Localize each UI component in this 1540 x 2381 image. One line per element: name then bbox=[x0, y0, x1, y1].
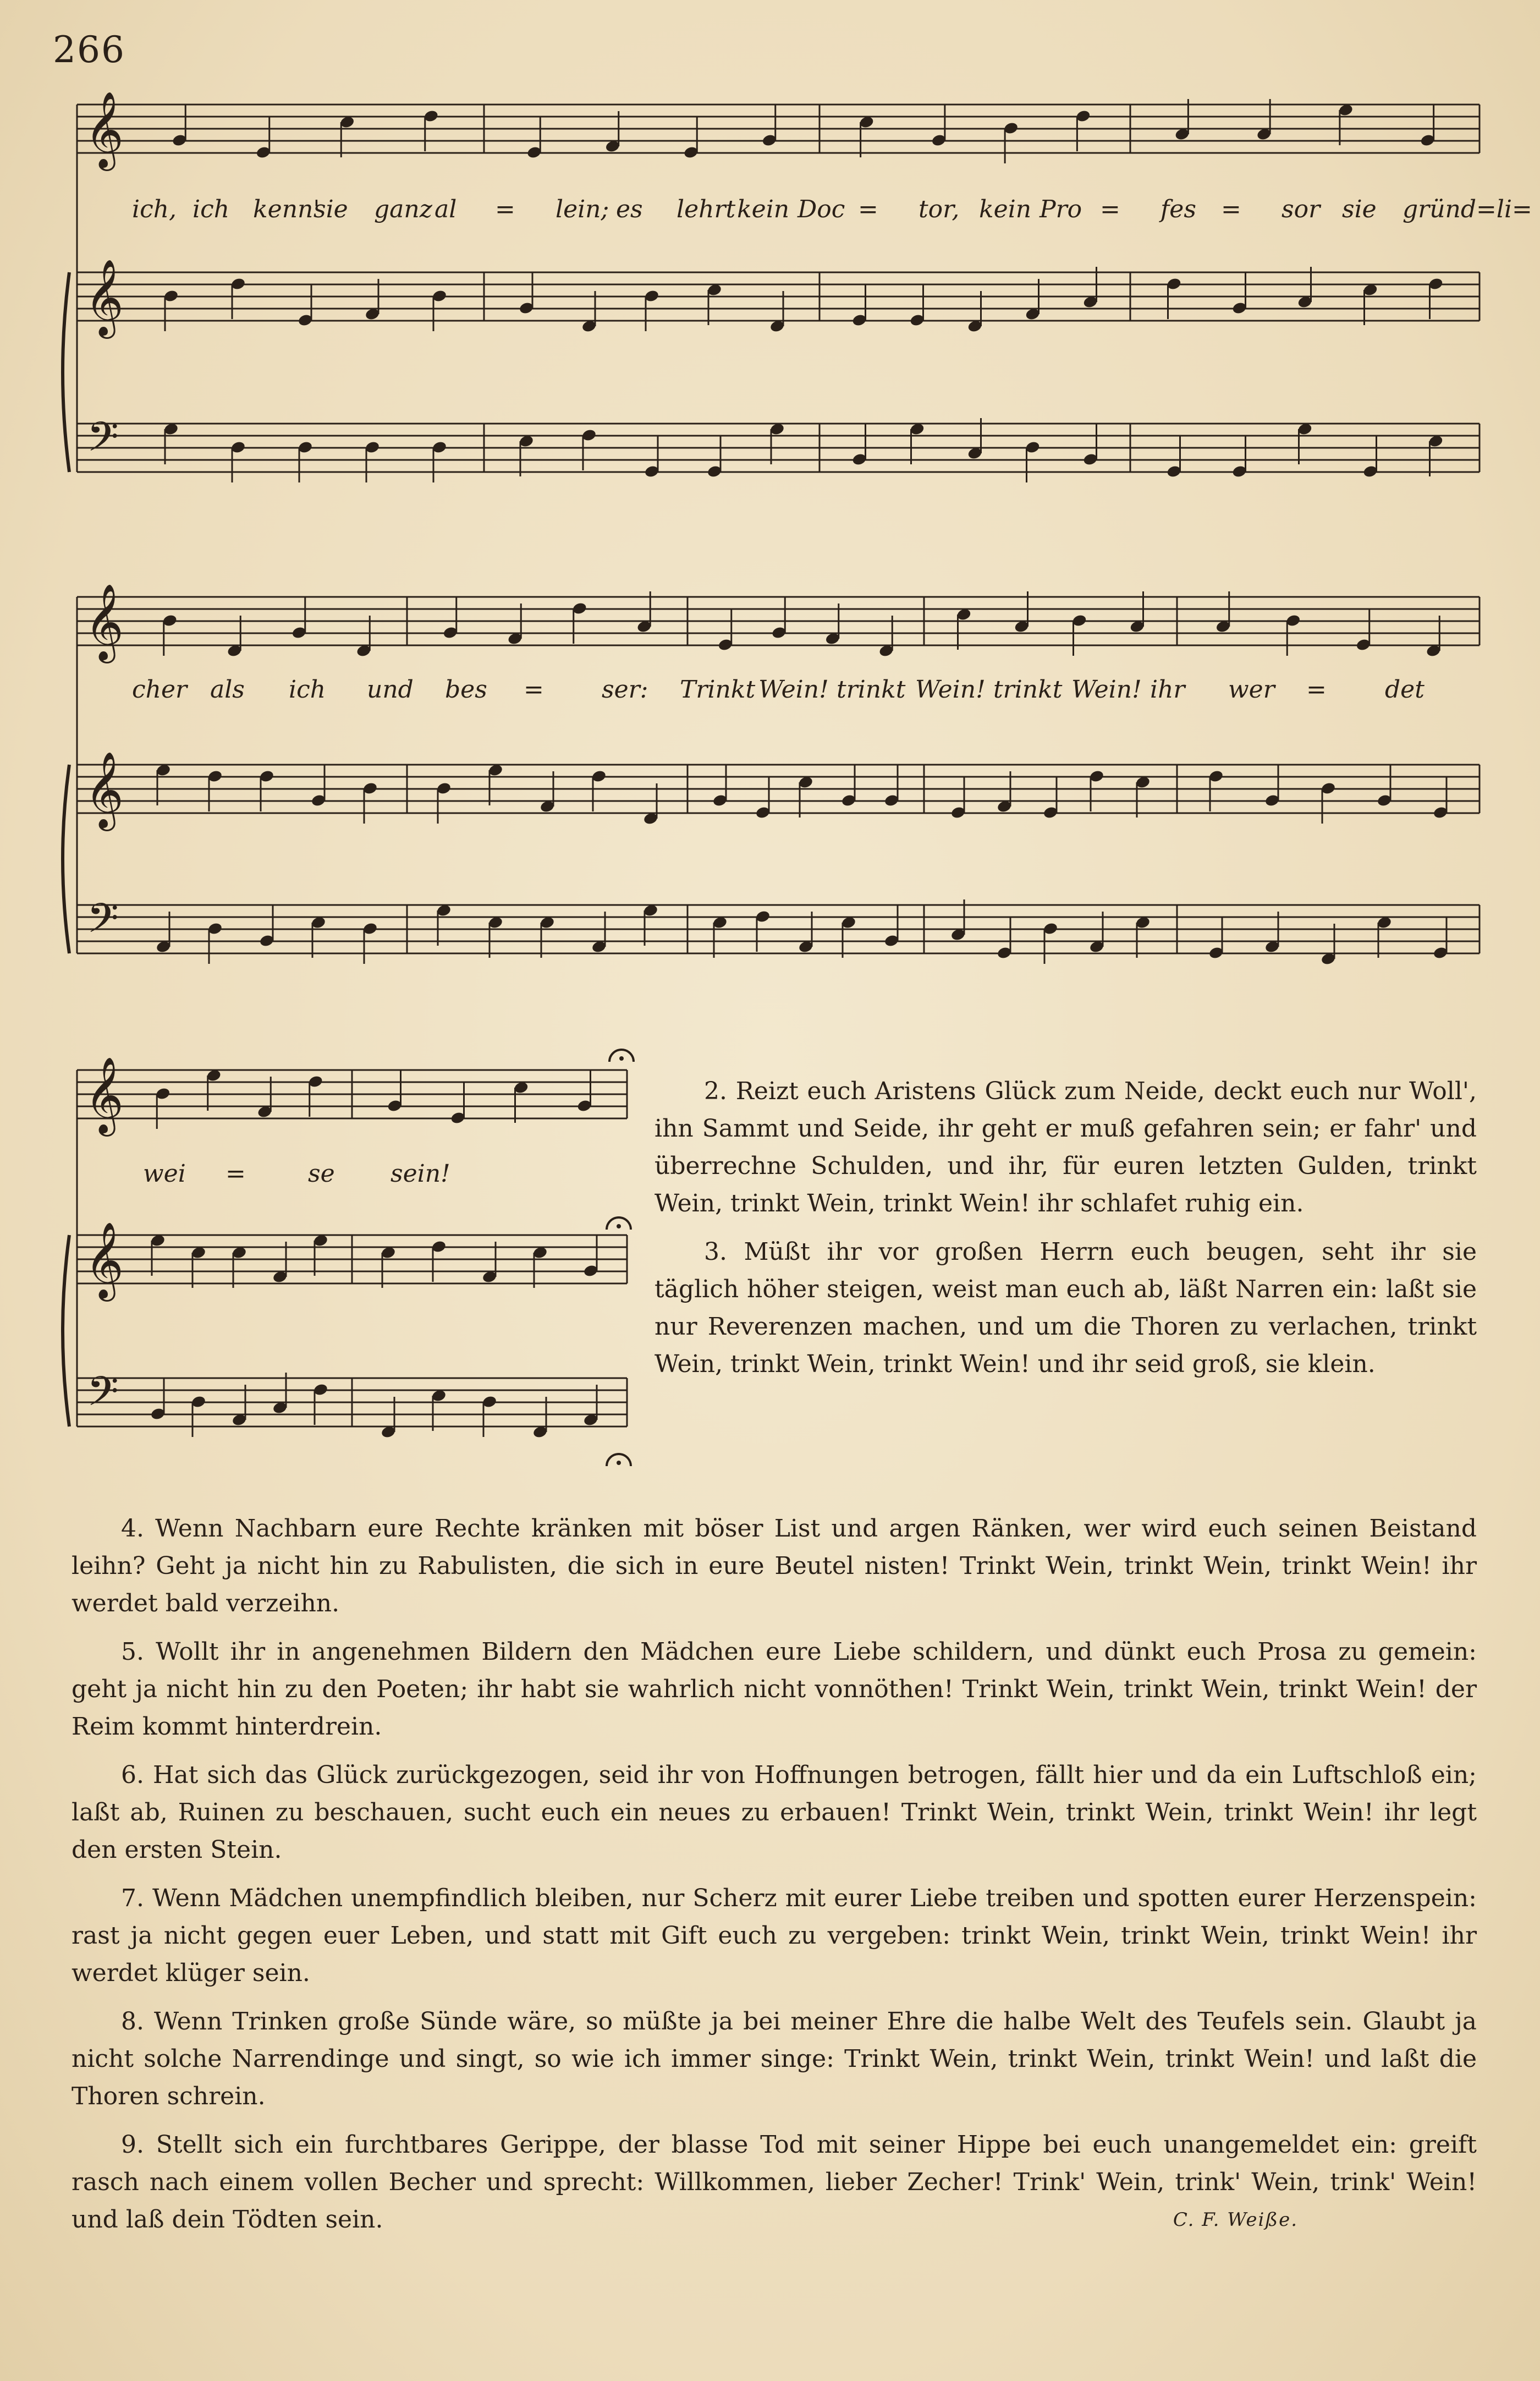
treble-clef-icon: 𝄞 bbox=[85, 751, 124, 828]
lyric-syllable: bes bbox=[445, 676, 487, 704]
lyric-syllable: kein bbox=[979, 195, 1032, 223]
lyric-syllable: ich, bbox=[132, 195, 177, 223]
lyric-syllable: ich bbox=[193, 195, 230, 223]
lyric-syllable: lein; bbox=[556, 195, 609, 223]
lyric-syllable: tor, bbox=[919, 195, 960, 223]
verse-2: 2. Reizt euch Aristens Glück zum Neide, deckt euch nur Woll', ihn Sammt und Seide, ihr geht er muß gefahren sein; er fahr' und überrechne Schulden, und ihr, für euren letzten Gulden, trinkt Wein, trinkt Wein, trinkt Wein! ihr schlafet ruhig ein. bbox=[654, 1077, 1477, 1217]
lyric-syllable: trinkt bbox=[993, 676, 1063, 704]
treble-clef-icon: 𝄞 bbox=[85, 259, 124, 336]
lyric-syllable: Trinkt bbox=[680, 676, 756, 704]
lyric-syllable: lehrt bbox=[676, 195, 736, 223]
treble-clef-icon: 𝄞 bbox=[85, 1222, 124, 1298]
piano-brace bbox=[63, 272, 69, 472]
verse-3: 3. Müßt ihr vor großen Herrn euch beugen, seht ihr sie täglich höher steigen, weist man euch ab, läßt Narren ein: laßt sie nur Reverenzen machen, und um die Thoren zu verlachen, trinkt Wein, trinkt Wein, trinkt Wein! und ihr seid groß, sie klein. bbox=[654, 1238, 1477, 1378]
treble-clef-icon: 𝄞 bbox=[85, 91, 124, 168]
lyric-syllable: cher bbox=[132, 676, 188, 704]
lyric-syllable: sie bbox=[1342, 195, 1377, 223]
lyric-syllable: kein bbox=[737, 195, 790, 223]
verse-5: 5. Wollt ihr in angenehmen Bildern den Mädchen eure Liebe schildern, und dünkt euch Prosa zu gemein: geht ja nicht hin zu den Poeten; ihr habt sie wahrlich nicht vonnöthen! Trinkt Wein, trinkt Wein, trinkt Wein! der Reim kommt hinterdrein. bbox=[72, 1638, 1477, 1741]
lyric-syllable: ser: bbox=[602, 676, 648, 704]
verse-9: 9. Stellt sich ein furchtbares Gerippe, der blasse Tod mit seiner Hippe bei euch unangemeldet ein: greift rasch nach einem vollen Becher und sprecht: Willkommen, lieber Zecher! Trink' Wein, trink' Wein, trink' Wein! und laß dein Tödten sein. bbox=[72, 2131, 1477, 2234]
author-signature: C. F. Weiße. bbox=[1173, 2209, 1298, 2231]
lyric-syllable: = bbox=[226, 1160, 246, 1188]
lyric-syllable: und bbox=[367, 676, 414, 704]
piano-brace bbox=[63, 765, 69, 953]
lyric-syllable: Doc bbox=[798, 195, 845, 223]
lyric-syllable: se bbox=[308, 1160, 335, 1188]
lyric-syllable: ganz bbox=[374, 195, 432, 223]
lyric-syllable: = bbox=[495, 195, 515, 223]
lyric-syllable: gründ=li= bbox=[1402, 195, 1532, 223]
lyric-syllable: ich bbox=[289, 676, 326, 704]
lyric-syllable: sein! bbox=[391, 1160, 450, 1188]
verse-4: 4. Wenn Nachbarn eure Rechte kränken mit böser List und argen Ränken, wer wird euch seinen Beistand leihn? Geht ja nicht hin zu Rabulisten, die sich in eure Beutel nisten! Trinkt Wein, trinkt Wein, trinkt Wein! ihr werdet bald verzeihn. bbox=[72, 1515, 1477, 1617]
lyric-syllable: Wein! bbox=[915, 676, 986, 704]
lyric-syllable: det bbox=[1385, 676, 1425, 704]
lyric-syllable: fes bbox=[1160, 195, 1196, 223]
piano-brace bbox=[63, 1235, 69, 1427]
lyric-syllable: Wein! bbox=[1071, 676, 1142, 704]
lyric-syllable: sor bbox=[1282, 195, 1321, 223]
lyric-syllable: wer bbox=[1228, 676, 1275, 704]
lyric-syllable: sie bbox=[314, 195, 348, 223]
bass-clef-icon: 𝄢 bbox=[87, 413, 119, 471]
page-number: 266 bbox=[53, 29, 125, 71]
treble-clef-icon: 𝄞 bbox=[85, 1057, 124, 1133]
verse-6: 6. Hat sich das Glück zurückgezogen, seid ihr von Hoffnungen betrogen, fällt hier und da ein Luftschloß ein; laßt ab, Ruinen zu beschauen, sucht euch ein neues zu erbauen! Trinkt Wein, trinkt Wein, trinkt Wein! ihr legt den ersten Stein. bbox=[72, 1761, 1477, 1864]
lyric-syllable: Pro bbox=[1040, 195, 1082, 223]
lyric-syllable: = bbox=[1306, 676, 1327, 704]
treble-clef-icon: 𝄞 bbox=[85, 584, 124, 660]
fermata-dot bbox=[617, 1224, 621, 1228]
lyric-syllable: kenn' bbox=[253, 195, 320, 223]
lyric-syllable: es bbox=[616, 195, 643, 223]
fermata-dot bbox=[619, 1056, 624, 1061]
verse-7: 7. Wenn Mädchen unempfindlich bleiben, nur Scherz mit eurer Liebe treiben und spotten eurer Herzenspein: rast ja nicht gegen euer Leben, und statt mit Gift euch zu vergeben: trinkt Wein, trinkt Wein, trinkt Wein! ihr werdet klüger sein. bbox=[72, 1884, 1477, 1987]
lyric-syllable: ihr bbox=[1150, 676, 1185, 704]
bass-clef-icon: 𝄢 bbox=[87, 895, 119, 952]
lyric-syllable: = bbox=[1100, 195, 1120, 223]
lyric-syllable: wei bbox=[143, 1160, 186, 1188]
lyric-syllable: = bbox=[1221, 195, 1241, 223]
fermata-dot bbox=[617, 1461, 621, 1465]
lyric-syllable: = bbox=[858, 195, 878, 223]
bass-clef-icon: 𝄢 bbox=[87, 1368, 119, 1425]
lyric-syllable: trinkt bbox=[837, 676, 906, 704]
lyric-syllable: Wein! bbox=[758, 676, 829, 704]
verses-right-column bbox=[654, 1073, 1477, 1394]
lyric-syllable: = bbox=[524, 676, 544, 704]
lyric-syllable: al bbox=[435, 195, 457, 223]
verses-full-width bbox=[72, 1510, 1477, 2250]
verse-8: 8. Wenn Trinken große Sünde wäre, so müßte ja bei meiner Ehre die halbe Welt des Teufels sein. Glaubt ja nicht solche Narrendinge und singt, so wie ich immer singe: Trinkt Wein, trinkt Wein, trinkt Wein! und laßt die Thoren schrein. bbox=[72, 2007, 1477, 2110]
lyric-syllable: als bbox=[210, 676, 245, 704]
